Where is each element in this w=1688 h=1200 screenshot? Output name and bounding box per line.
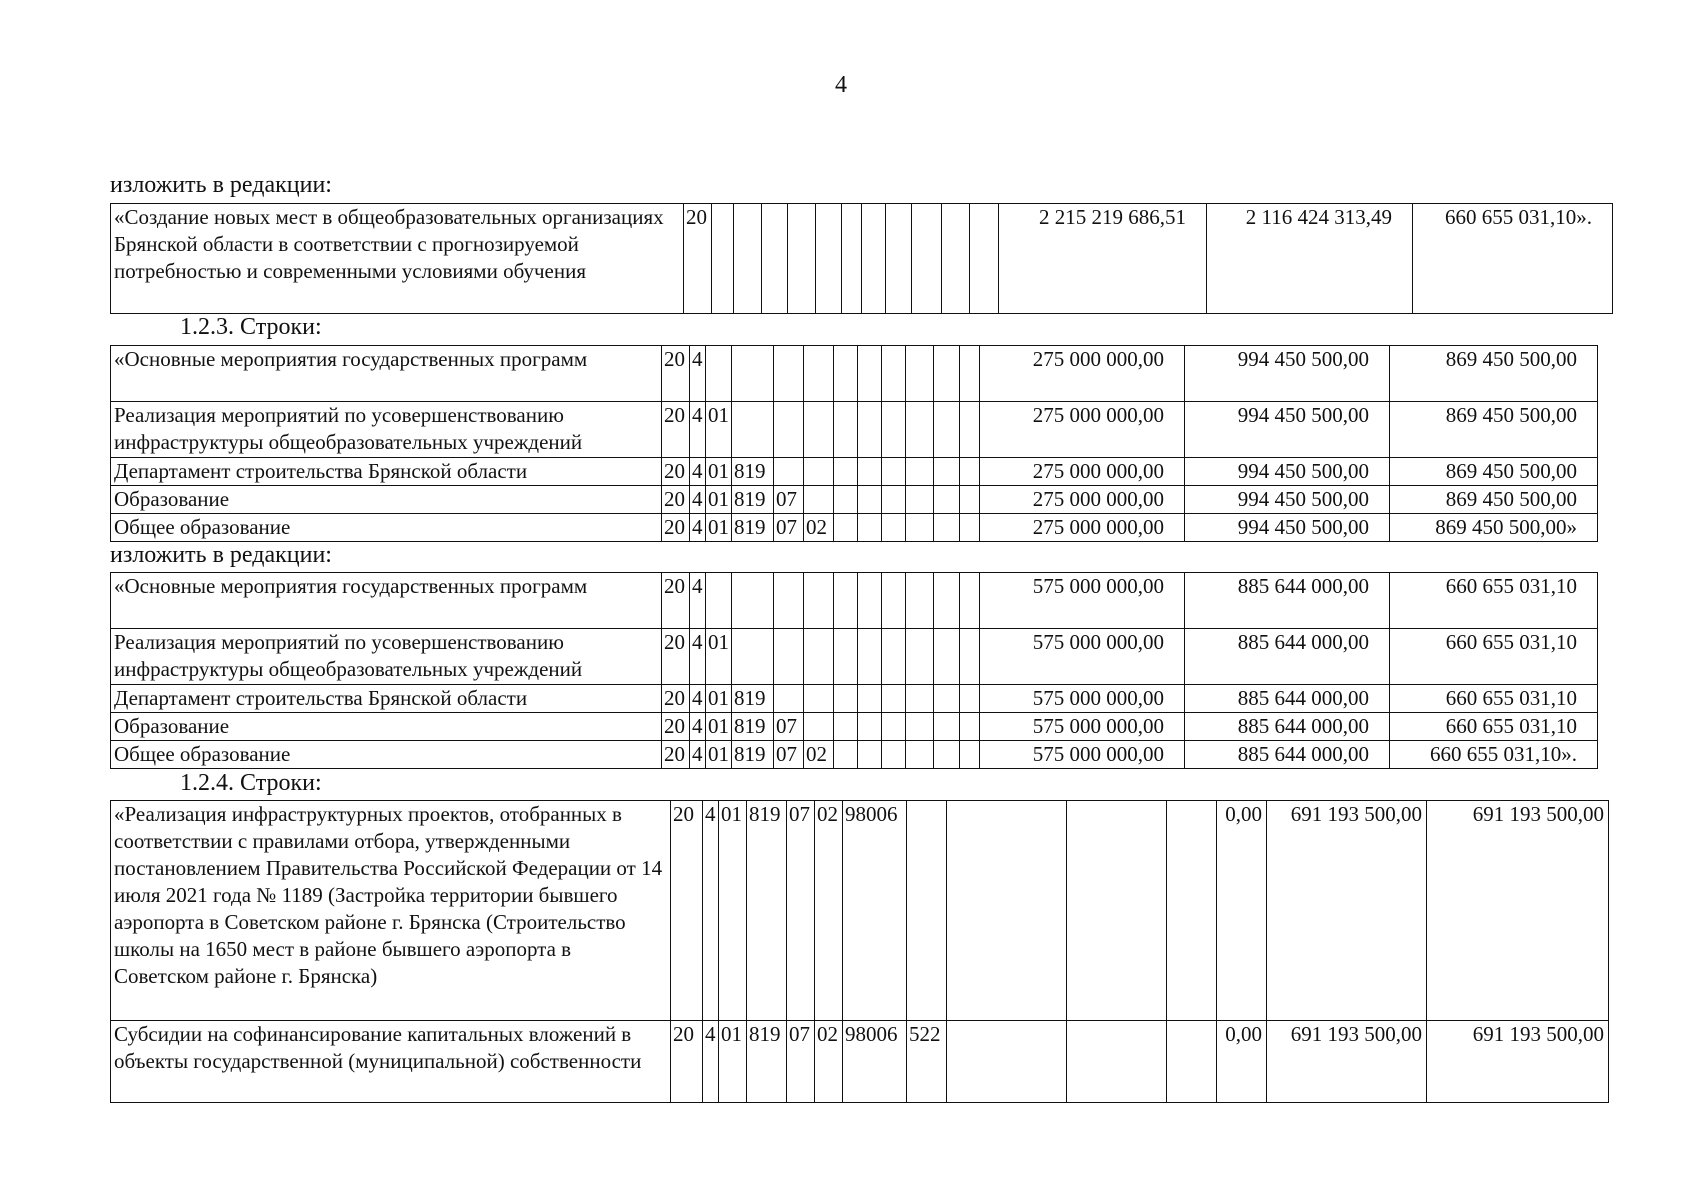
code-cell	[934, 346, 960, 402]
code-cell: 4	[690, 514, 706, 542]
code-cell: 20	[662, 741, 690, 769]
code-cell	[858, 458, 882, 486]
row-description: Департамент строительства Брянской области	[111, 685, 662, 713]
code-cell	[886, 204, 912, 314]
code-cell: 02	[804, 514, 834, 542]
code-cell	[804, 458, 834, 486]
code-cell: 01	[706, 514, 732, 542]
code-cell	[734, 204, 762, 314]
code-cell	[834, 685, 858, 713]
code-cell	[858, 573, 882, 629]
code-cell	[934, 685, 960, 713]
code-cell	[960, 713, 980, 741]
amount-cell: 691 193 500,00	[1267, 1021, 1427, 1103]
code-cell	[774, 458, 804, 486]
code-cell	[706, 573, 732, 629]
code-cell	[816, 204, 842, 314]
code-cell	[858, 346, 882, 402]
amount-cell: 691 193 500,00	[1427, 1021, 1609, 1103]
code-cell	[906, 685, 934, 713]
amount-cell: 0,00	[1217, 801, 1267, 1021]
code-cell: 20	[671, 801, 703, 1021]
amount-cell: 275 000 000,00	[980, 486, 1185, 514]
code-cell	[834, 713, 858, 741]
code-cell: 4	[690, 458, 706, 486]
code-cell	[774, 346, 804, 402]
code-cell	[970, 204, 999, 314]
page-number: 4	[835, 72, 847, 98]
code-cell: 20	[671, 1021, 703, 1103]
code-cell: 02	[804, 741, 834, 769]
code-cell: 819	[732, 514, 774, 542]
code-cell	[774, 629, 804, 685]
code-cell	[906, 573, 934, 629]
amount-cell: 575 000 000,00	[980, 685, 1185, 713]
code-cell: 819	[732, 458, 774, 486]
table-row	[111, 573, 1598, 629]
code-cell	[858, 713, 882, 741]
code-cell: 4	[690, 685, 706, 713]
amount-cell: 275 000 000,00	[980, 402, 1185, 458]
code-cell	[858, 514, 882, 542]
amount-cell: 660 655 031,10».	[1390, 741, 1598, 769]
table-row	[111, 741, 1598, 769]
code-cell	[934, 514, 960, 542]
code-cell	[732, 346, 774, 402]
code-cell: 4	[703, 1021, 719, 1103]
code-cell	[906, 458, 934, 486]
code-cell: 20	[662, 573, 690, 629]
amount-cell: 994 450 500,00	[1185, 458, 1390, 486]
code-cell: 4	[690, 346, 706, 402]
code-cell: 819	[732, 486, 774, 514]
code-cell	[804, 573, 834, 629]
amount-cell: 575 000 000,00	[980, 573, 1185, 629]
row-description: «Реализация инфраструктурных проектов, отобранных в соответствии с правилами отбора, утвержденными постановлением Правительства Российской Федерации от 14 июля 2021 года № 1189 (Застройка территории бывшего аэропорта в Советском районе г. Брянска (Строительство школы на 1650 мест в районе бывшего аэропорта в Советском районе г. Брянска)	[111, 801, 671, 1021]
row-description: «Основные мероприятия государственных программ	[111, 573, 662, 629]
code-cell	[882, 629, 906, 685]
code-cell	[906, 629, 934, 685]
code-cell	[882, 685, 906, 713]
code-cell	[804, 685, 834, 713]
code-cell	[774, 573, 804, 629]
amount-cell: 885 644 000,00	[1185, 573, 1390, 629]
amount-cell: 575 000 000,00	[980, 741, 1185, 769]
amount-cell: 994 450 500,00	[1185, 486, 1390, 514]
code-cell	[882, 573, 906, 629]
table-row	[111, 629, 1598, 685]
code-cell: 4	[690, 629, 706, 685]
row-description: Образование	[111, 713, 662, 741]
code-cell: 07	[774, 713, 804, 741]
code-cell: 4	[690, 402, 706, 458]
amount-cell: 994 450 500,00	[1185, 402, 1390, 458]
code-cell	[804, 629, 834, 685]
code-cell	[732, 402, 774, 458]
code-cell	[834, 573, 858, 629]
code-cell	[834, 514, 858, 542]
code-cell: 20	[662, 458, 690, 486]
code-cell	[906, 713, 934, 741]
code-cell	[882, 514, 906, 542]
code-cell: 07	[774, 741, 804, 769]
code-cell	[912, 204, 942, 314]
code-cell	[934, 741, 960, 769]
code-cell	[804, 402, 834, 458]
code-cell: 07	[774, 486, 804, 514]
row-description: Департамент строительства Брянской области	[111, 458, 662, 486]
code-cell	[942, 204, 970, 314]
code-cell	[882, 402, 906, 458]
amount-cell: 2 116 424 313,49	[1207, 204, 1413, 314]
code-cell: 01	[719, 801, 747, 1021]
table-row	[111, 713, 1598, 741]
table-row	[111, 685, 1598, 713]
amount-cell: 869 450 500,00	[1390, 458, 1598, 486]
code-cell: 819	[747, 1021, 787, 1103]
code-cell	[882, 458, 906, 486]
code-cell	[934, 486, 960, 514]
code-cell	[882, 346, 906, 402]
code-cell: 98006	[843, 1021, 907, 1103]
code-cell: 4	[690, 741, 706, 769]
amount-cell: 575 000 000,00	[980, 629, 1185, 685]
code-cell	[906, 741, 934, 769]
amount-cell: 691 193 500,00	[1267, 801, 1427, 1021]
code-cell	[947, 801, 1067, 1021]
code-cell	[712, 204, 734, 314]
amount-cell: 869 450 500,00»	[1390, 514, 1598, 542]
code-cell: 02	[815, 801, 843, 1021]
code-cell	[834, 486, 858, 514]
heading-replace-2: изложить в редакции:	[110, 542, 332, 568]
code-cell	[960, 458, 980, 486]
code-cell: 819	[732, 713, 774, 741]
heading-section-1-2-4: 1.2.4. Строки:	[180, 770, 322, 796]
code-cell	[1167, 1021, 1217, 1103]
code-cell	[960, 685, 980, 713]
code-cell: 4	[703, 801, 719, 1021]
code-cell	[882, 713, 906, 741]
code-cell: 819	[732, 685, 774, 713]
amount-cell: 660 655 031,10».	[1413, 204, 1613, 314]
code-cell: 01	[706, 486, 732, 514]
amount-cell: 869 450 500,00	[1390, 402, 1598, 458]
code-cell	[804, 346, 834, 402]
code-cell: 4	[690, 486, 706, 514]
amount-cell: 660 655 031,10	[1390, 629, 1598, 685]
amount-cell: 660 655 031,10	[1390, 573, 1598, 629]
code-cell: 01	[706, 685, 732, 713]
code-cell	[934, 629, 960, 685]
row-description: «Основные мероприятия государственных программ	[111, 346, 662, 402]
code-cell	[882, 741, 906, 769]
table-new-rows	[110, 572, 1598, 769]
code-cell: 98006	[843, 801, 907, 1021]
code-cell: 20	[662, 629, 690, 685]
code-cell	[882, 486, 906, 514]
code-cell	[762, 204, 788, 314]
code-cell	[960, 514, 980, 542]
amount-cell: 575 000 000,00	[980, 713, 1185, 741]
code-cell: 20	[662, 713, 690, 741]
code-cell	[906, 402, 934, 458]
table-row	[111, 486, 1598, 514]
heading-section-1-2-3: 1.2.3. Строки:	[180, 314, 322, 340]
table-row	[111, 402, 1598, 458]
code-cell	[906, 346, 934, 402]
code-cell	[858, 741, 882, 769]
amount-cell: 994 450 500,00	[1185, 514, 1390, 542]
table-row	[111, 801, 1609, 1021]
code-cell: 01	[706, 458, 732, 486]
amount-cell: 885 644 000,00	[1185, 629, 1390, 685]
code-cell	[1067, 1021, 1167, 1103]
row-description: Общее образование	[111, 741, 662, 769]
table-row	[111, 346, 1598, 402]
code-cell	[804, 486, 834, 514]
code-cell	[774, 685, 804, 713]
amount-cell: 275 000 000,00	[980, 346, 1185, 402]
code-cell: 20	[662, 402, 690, 458]
row-description: Образование	[111, 486, 662, 514]
code-cell: 20	[662, 486, 690, 514]
amount-cell: 869 450 500,00	[1390, 346, 1598, 402]
code-cell	[907, 801, 947, 1021]
row-description: Общее образование	[111, 514, 662, 542]
code-cell	[906, 514, 934, 542]
code-cell	[858, 402, 882, 458]
code-cell: 20	[662, 514, 690, 542]
code-cell	[934, 573, 960, 629]
amount-cell: 275 000 000,00	[980, 458, 1185, 486]
code-cell	[858, 629, 882, 685]
table-row	[111, 204, 1613, 314]
code-cell: 07	[787, 1021, 815, 1103]
amount-cell: 885 644 000,00	[1185, 685, 1390, 713]
row-description: Реализация мероприятий по усовершенствованию инфраструктуры общеобразовательных учреждений	[111, 629, 662, 685]
code-cell: 01	[706, 629, 732, 685]
code-cell	[906, 486, 934, 514]
table-row	[111, 458, 1598, 486]
code-cell	[934, 458, 960, 486]
code-cell: 01	[706, 713, 732, 741]
code-cell	[774, 402, 804, 458]
code-cell	[960, 346, 980, 402]
code-cell	[960, 629, 980, 685]
code-cell	[1067, 801, 1167, 1021]
code-cell	[804, 713, 834, 741]
code-cell: 20	[684, 204, 712, 314]
code-cell: 819	[747, 801, 787, 1021]
code-cell	[960, 402, 980, 458]
code-cell	[934, 713, 960, 741]
code-cell: 02	[815, 1021, 843, 1103]
table-row	[111, 514, 1598, 542]
code-cell: 07	[787, 801, 815, 1021]
table-new-places	[110, 203, 1613, 314]
code-cell	[834, 629, 858, 685]
code-cell	[834, 402, 858, 458]
code-cell: 4	[690, 713, 706, 741]
amount-cell: 885 644 000,00	[1185, 713, 1390, 741]
code-cell	[1167, 801, 1217, 1021]
code-cell: 522	[907, 1021, 947, 1103]
code-cell: 819	[732, 741, 774, 769]
row-description: Реализация мероприятий по усовершенствованию инфраструктуры общеобразовательных учреждений	[111, 402, 662, 458]
code-cell	[947, 1021, 1067, 1103]
table-row	[111, 1021, 1609, 1103]
code-cell: 01	[706, 402, 732, 458]
code-cell	[834, 741, 858, 769]
amount-cell: 885 644 000,00	[1185, 741, 1390, 769]
code-cell	[842, 204, 862, 314]
code-cell: 20	[662, 346, 690, 402]
code-cell	[732, 573, 774, 629]
table-old-rows	[110, 345, 1598, 542]
row-description: Субсидии на софинансирование капитальных вложений в объекты государственной (муниципальной) собственности	[111, 1021, 671, 1103]
code-cell	[788, 204, 816, 314]
code-cell	[960, 741, 980, 769]
row-description: «Создание новых мест в общеобразовательных организациях Брянской области в соответствии с прогнозируемой потребностью и современными условиями обучения	[111, 204, 684, 314]
amount-cell: 660 655 031,10	[1390, 713, 1598, 741]
code-cell: 01	[719, 1021, 747, 1103]
amount-cell: 691 193 500,00	[1427, 801, 1609, 1021]
amount-cell: 275 000 000,00	[980, 514, 1185, 542]
code-cell	[862, 204, 886, 314]
table-infrastructure-projects	[110, 800, 1609, 1103]
code-cell	[858, 685, 882, 713]
code-cell	[960, 486, 980, 514]
code-cell	[732, 629, 774, 685]
code-cell: 20	[662, 685, 690, 713]
code-cell	[834, 346, 858, 402]
heading-replace-1: изложить в редакции:	[110, 172, 332, 198]
amount-cell: 660 655 031,10	[1390, 685, 1598, 713]
code-cell: 07	[774, 514, 804, 542]
amount-cell: 0,00	[1217, 1021, 1267, 1103]
code-cell	[706, 346, 732, 402]
code-cell: 01	[706, 741, 732, 769]
amount-cell: 2 215 219 686,51	[999, 204, 1207, 314]
code-cell: 4	[690, 573, 706, 629]
code-cell	[934, 402, 960, 458]
code-cell	[960, 573, 980, 629]
amount-cell: 869 450 500,00	[1390, 486, 1598, 514]
amount-cell: 994 450 500,00	[1185, 346, 1390, 402]
code-cell	[834, 458, 858, 486]
code-cell	[858, 486, 882, 514]
